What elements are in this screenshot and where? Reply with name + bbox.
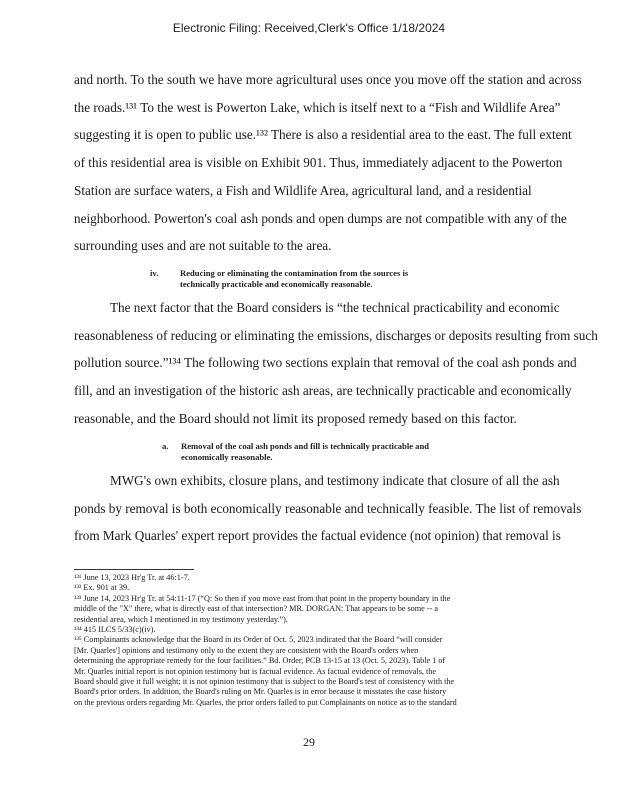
text-line: neighborhood. Powerton's coal ash ponds and open dumps are not compatible with any of the: [74, 210, 567, 226]
heading-line: Removal of the coal ash ponds and fill is technically practicable and: [181, 441, 430, 451]
text-line: the roads.¹³¹ To the west is Powerton Lake, which is itself next to a “Fish and Wildlife Area”: [74, 99, 561, 115]
footnotes: [74, 573, 554, 708]
text-line: and north. To the south we have more agricultural uses once you move off the station and across: [74, 72, 582, 87]
footnote-divider: [74, 569, 194, 570]
section-heading-iv: [150, 268, 550, 290]
footnote-line: middle of the "X" there, what is directly east of that intersection? MR. DORGAN: That appears to be some -- a: [74, 604, 438, 614]
body-paragraph-2: [74, 294, 598, 433]
heading-line: technically practicable and economically reasonable.: [180, 279, 373, 289]
text-line: ponds by removal is both economically reasonable and technically feasible. The list of removals: [74, 500, 582, 516]
footnote-line: ¹³² Ex. 901 at 39.: [74, 583, 130, 593]
page-number: 29: [303, 735, 315, 749]
footnote-line: determining the appropriate remedy for the four facilities.” Bd. Order, PCB 13-15 at 13 (Oct. 5, 2023). Table 1 of: [74, 656, 446, 666]
text-line: Station are surface waters, a Fish and Wildlife Area, agricultural land, and a residential: [74, 182, 532, 198]
text-line: suggesting it is open to public use.¹³² There is also a residential area to the east. The full extent: [74, 127, 572, 143]
text-line: pollution source.”¹³⁴ The following two sections explain that removal of the coal ash ponds and: [74, 355, 577, 371]
text-line: MWG's own exhibits, closure plans, and testimony indicate that closure of all the ash: [110, 473, 560, 488]
heading-line: economically reasonable.: [181, 452, 273, 462]
text-line: reasonable, and the Board should not limit its proposed remedy based on this factor.: [74, 410, 517, 426]
footnote-line: ¹³³ June 14, 2023 Hr'g Tr. at 54:11-17 (“Q: So then if you move east from that point in the property boundary in the: [74, 593, 451, 603]
text-line: reasonableness of reducing or eliminating the emissions, discharges or deposits resulting from such: [74, 327, 598, 343]
text-line: of this residential area is visible on Exhibit 901. Thus, immediately adjacent to the Powerton: [74, 155, 563, 171]
text-line: from Mark Quarles' expert report provides the factual evidence (not opinion) that removal is: [74, 528, 561, 544]
footnote-line: ¹³¹ June 13, 2023 Hr'g Tr. at 46:1-7.: [74, 573, 190, 582]
footnote-line: Mr. Quarles initial report is not opinion testimony but is factual evidence. As factual evidence of removals, the: [74, 666, 436, 676]
heading-numeral: iv.: [150, 268, 159, 278]
heading-line: Reducing or eliminating the contamination from the sources is: [180, 268, 409, 278]
footnote-line: on the previous orders regarding Mr. Quarles, the prior orders failed to put Complainants on notice as to the standard: [74, 697, 457, 707]
text-line: The next factor that the Board considers is “the technical practicability and economic: [110, 300, 560, 315]
text-line: fill, and an investigation of the historic ash areas, are technically practicable and economically: [74, 383, 572, 399]
footnote-line: [Mr. Quarles'] opinions and testimony only to the extent they are consistent with the Board's orders when: [74, 645, 419, 655]
footnote-line: Board should give it full weight; it is not opinion testimony that is subject to the Board's test of consistency with the: [74, 677, 455, 687]
footnote-line: residential area, which I mentioned in my testimony yesterday.”).: [74, 614, 288, 624]
heading-letter: a.: [162, 441, 169, 451]
filing-header: Electronic Filing: Received,Clerk's Office 1/18/2024: [172, 21, 446, 35]
footnote-line: ¹³⁵ Complainants acknowledge that the Board in its Order of Oct. 5, 2023 indicated that the Board “will consider: [74, 635, 443, 645]
section-heading-a: [162, 441, 562, 463]
body-paragraph-1: [74, 66, 594, 260]
footnote-line: Board's prior orders. In addition, the Board's ruling on Mr. Quarles is in error because it misstates the case history: [74, 687, 447, 697]
text-line: surrounding uses and are not suitable to the area.: [74, 238, 332, 254]
footnote-line: ¹³⁴ 415 ILCS 5/33(c)(iv).: [74, 625, 156, 635]
body-paragraph-3: [74, 467, 594, 550]
